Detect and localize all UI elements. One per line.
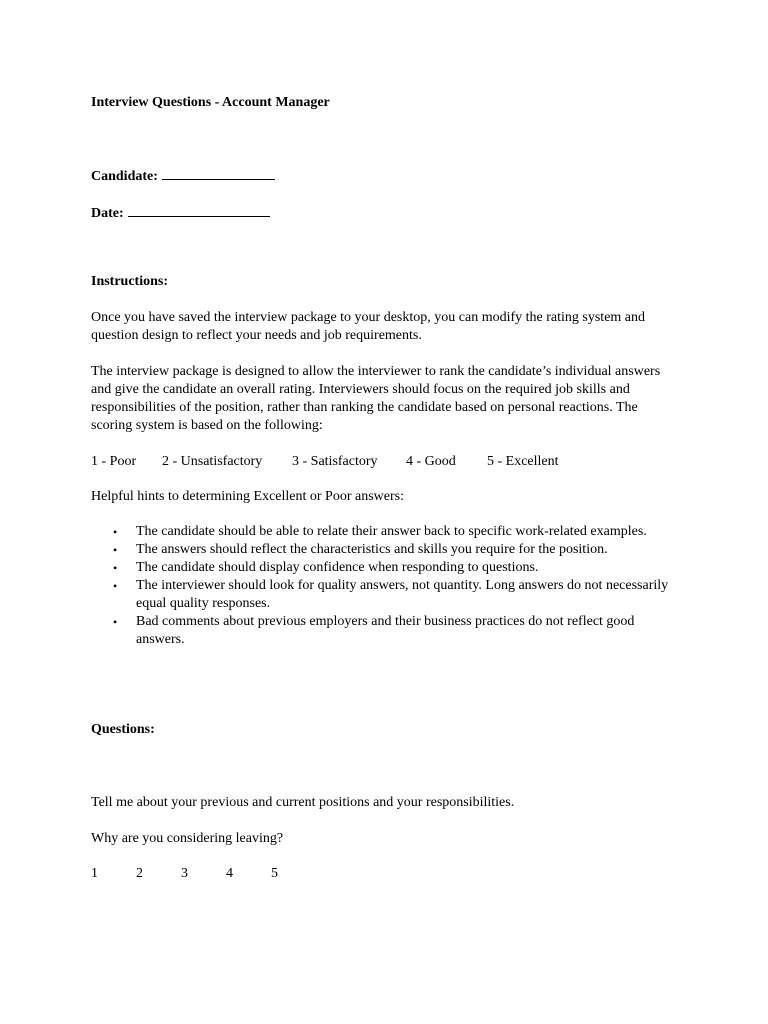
instructions-heading: Instructions:	[91, 274, 169, 289]
document-title: Interview Questions - Account Manager	[91, 95, 330, 110]
scoring-scale	[91, 453, 559, 471]
rating-option-5[interactable]: 5	[271, 866, 278, 881]
candidate-label: Candidate:	[91, 169, 158, 184]
scale-item-4: 4 - Good	[406, 454, 456, 469]
rating-option-4[interactable]: 4	[226, 866, 233, 881]
rating-scale-row	[91, 865, 316, 883]
instructions-paragraph-1: Once you have saved the interview package to your desktop, you can modify the rating system and question design to reflect your needs and job requirements.	[91, 310, 646, 343]
bullet-icon: •	[113, 561, 118, 575]
scale-item-5: 5 - Excellent	[487, 454, 559, 469]
rating-option-2[interactable]: 2	[136, 866, 143, 881]
bullet-icon: •	[113, 615, 118, 629]
candidate-blank[interactable]	[162, 165, 275, 180]
list-item	[91, 541, 681, 559]
hint-text: The candidate should display confidence when responding to questions.	[136, 560, 539, 575]
date-label: Date:	[91, 206, 124, 221]
rating-option-1[interactable]: 1	[91, 866, 98, 881]
list-item	[91, 613, 681, 649]
bullet-icon: •	[113, 543, 118, 557]
question-2: Why are you considering leaving?	[91, 831, 284, 846]
hints-intro: Helpful hints to determining Excellent or Poor answers:	[91, 489, 404, 504]
hint-text: The answers should reflect the characteristics and skills you require for the position.	[136, 542, 608, 557]
hint-text: The interviewer should look for quality answers, not quantity. Long answers do not necessarily equal quality responses.	[136, 578, 669, 611]
questions-heading: Questions:	[91, 722, 155, 737]
scale-item-3: 3 - Satisfactory	[292, 454, 378, 469]
scale-item-2: 2 - Unsatisfactory	[162, 454, 263, 469]
scale-item-1: 1 - Poor	[91, 454, 137, 469]
rating-option-3[interactable]: 3	[181, 866, 188, 881]
instructions-paragraph-2: The interview package is designed to allow the interviewer to rank the candidate’s individual answers and give the candidate an overall rating. Interviewers should focus on the required job skills and responsibilities of the position, rather than ranking the candidate based on personal reactions. The scoring system is based on the following:	[91, 364, 661, 433]
document-page	[91, 0, 691, 1024]
date-blank[interactable]	[128, 202, 270, 217]
bullet-icon: •	[113, 579, 118, 593]
hints-list	[91, 523, 681, 649]
date-line	[91, 202, 270, 223]
list-item	[91, 523, 681, 541]
list-item	[91, 559, 681, 577]
list-item	[91, 577, 681, 613]
hint-text: The candidate should be able to relate their answer back to specific work-related examples.	[136, 524, 647, 539]
hint-text: Bad comments about previous employers and their business practices do not reflect good answers.	[136, 614, 635, 647]
candidate-line	[91, 165, 275, 186]
question-1: Tell me about your previous and current positions and your responsibilities.	[91, 795, 515, 810]
bullet-icon: •	[113, 525, 118, 539]
